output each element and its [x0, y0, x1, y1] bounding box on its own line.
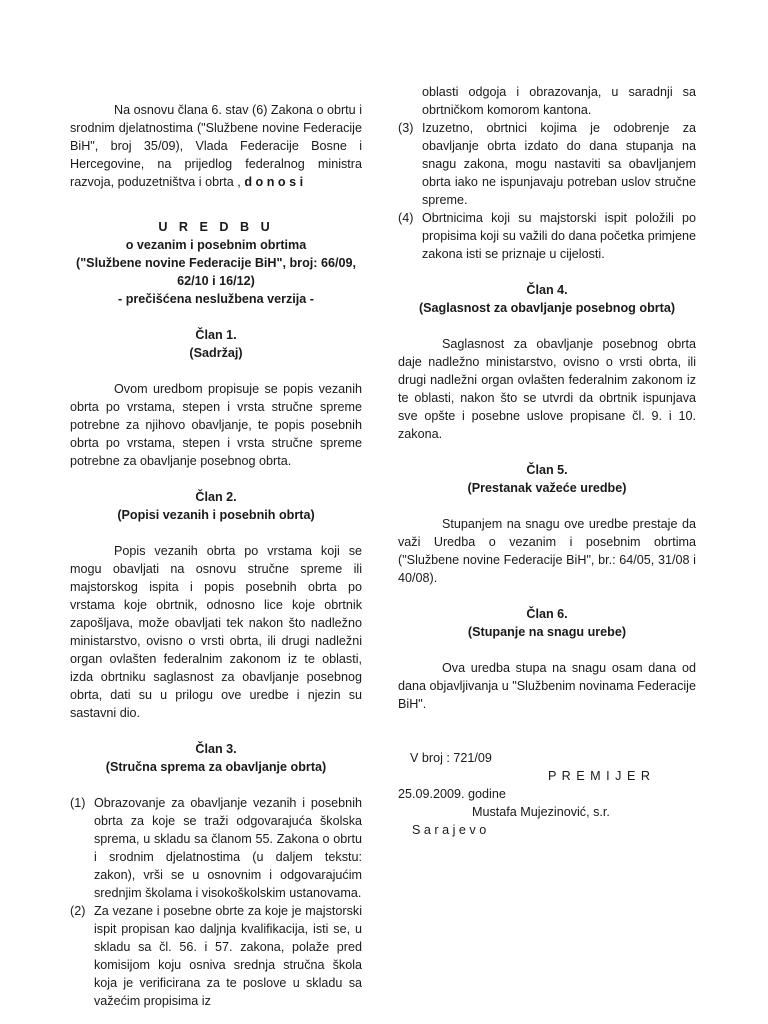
article-1-heading: Član 1.: [195, 328, 237, 342]
left-column: [70, 101, 362, 1010]
article-1-text: Ovom uredbom propisuje se popis vezanih obrta po vrstama, stepen i vrsta stručne spreme potrebne za njihovo obavljanje, te popis posebnih obrta po vrstama, stepen i vrsta stručne spreme potrebne za obavljanje posebnog obrta.: [70, 382, 362, 468]
paragraph-number: (2): [70, 904, 86, 918]
premier-name: Mustafa Mujezinović, s.r.: [472, 805, 610, 819]
premier-title: P R E M I J E R: [548, 769, 651, 783]
paragraph-number: (1): [70, 796, 86, 810]
article-1-subtitle: (Sadržaj): [189, 346, 243, 360]
decree-city: S a r a j e v o: [412, 823, 487, 837]
article-3-subtitle: (Stručna sprema za obavljanje obrta): [105, 760, 327, 774]
document-title: U R E D B U: [158, 220, 274, 234]
preamble-donosi: d o n o s i: [244, 175, 304, 189]
article-2-text: Popis vezanih obrta po vrstama koji se mogu obavljati na osnovu stručne spreme ili majstorskog ispita i popis posebnih obrta po vrstama koje obrtnik, odnosno lice koje obrtnik zapošljava, može obavljati tek nakon što nadležno ministarstvo, ovisno o vrsti obrta, ili drugi nadležni organ ovlašten federalnim zakonom iz te oblasti, izda obrtniku saglasnost za obavljanje posebnog obrta, dati su u prilogu ove uredbe i njezin su sastavni dio.: [70, 544, 362, 720]
paragraph-text: oblasti odgoja i obrazovanja, u saradnji sa obrtničkom komorom kantona.: [422, 85, 696, 117]
preamble-text: Na osnovu člana 6. stav (6) Zakona o obrtu i srodnim djelatnostima ("Službene novine Federacije BiH", broj 35/09), Vlada Federacije Bosne i Hercegovine, na prijedlog federalnog ministra razvoja, poduzetništva i obrta ,: [70, 103, 362, 189]
paragraph-text: Obrazovanje za obavljanje vezanih i posebnih obrta za koje se traži odgovarajuća školska sprema, u skladu sa članom 55. Zakona o obrtu i srodnim djelatnostima (u daljem tekstu: zakon), vrši se u osnovnim i odgovarajućim srednjim školama i visokoškolskim ustanovama.: [94, 796, 362, 900]
title-subject: o vezanim i posebnim obrtima: [125, 238, 307, 252]
article-3-paragraph-2-continued: [398, 83, 696, 119]
article-5-subtitle: (Prestanak važeće uredbe): [467, 481, 627, 495]
article-6-text: Ova uredba stupa na snagu osam dana od dana objavljivanja u "Službenim novinama Federacije BiH".: [398, 661, 696, 711]
article-3-paragraph-2: [70, 902, 362, 1010]
article-4-heading: Član 4.: [526, 283, 568, 297]
paragraph-text: Za vezane i posebne obrte za koje je majstorski ispit propisan kao daljnja kvalifikacija, isti se, u skladu sa čl. 56. i 57. zakona, polaže pred komisijom koju osniva srednja stručna škola koja je verificirana za te poslove u skladu sa važećim propisima iz: [94, 904, 362, 1008]
article-3-paragraph-4: [398, 209, 696, 263]
preamble: [70, 101, 362, 191]
title-version: - prečišćena neslužbena verzija -: [118, 292, 314, 306]
article-2-heading: Član 2.: [195, 490, 237, 504]
article-3-paragraph-1: [70, 794, 362, 902]
article-6-heading: Član 6.: [526, 607, 568, 621]
paragraph-number: (4): [398, 211, 414, 225]
paragraph-number: (3): [398, 121, 414, 135]
article-3-heading: Član 3.: [195, 742, 237, 756]
decree-date: 25.09.2009. godine: [398, 787, 506, 801]
signature-block: [398, 749, 696, 839]
title-gazette: ("Službene novine Federacije BiH", broj: 66/09, 62/10 i 16/12): [76, 256, 356, 288]
article-4-subtitle: (Saglasnost za obavljanje posebnog obrta): [418, 301, 676, 315]
article-3-paragraph-3: [398, 119, 696, 209]
right-column: [398, 83, 696, 839]
paragraph-text: Obrtnicima koji su majstorski ispit položili po propisima koji su važili do dana početka primjene zakona isti se priznaje u cijelosti.: [422, 211, 696, 261]
article-5-heading: Član 5.: [526, 463, 568, 477]
article-5-text: Stupanjem na snagu ove uredbe prestaje da važi Uredba o vezanim i posebnim obrtima ("Službene novine Federacije BiH", br.: 64/05, 31/08 i 40/08).: [398, 517, 696, 585]
article-2-subtitle: (Popisi vezanih i posebnih obrta): [117, 508, 315, 522]
paragraph-text: Izuzetno, obrtnici kojima je odobrenje za obavljanje obrta izdato do dana stupanja na snagu zakona, mogu nastaviti sa obavljanjem obrta iako ne ispunjavaju potreban uslov stručne spreme.: [422, 121, 696, 207]
article-4-text: Saglasnost za obavljanje posebnog obrta daje nadležno ministarstvo, ovisno o vrsti obrta, ili drugi nadležni organ ovlašten federalnim zakonom iz te oblasti, nakon što se utvrdi da obrtnik ispunjava sve opšte i posebne uslove propisane čl. 9. i 10. zakona.: [398, 337, 696, 441]
decree-number: V broj : 721/09: [410, 751, 492, 765]
article-6-subtitle: (Stupanje na snagu urebe): [467, 625, 627, 639]
